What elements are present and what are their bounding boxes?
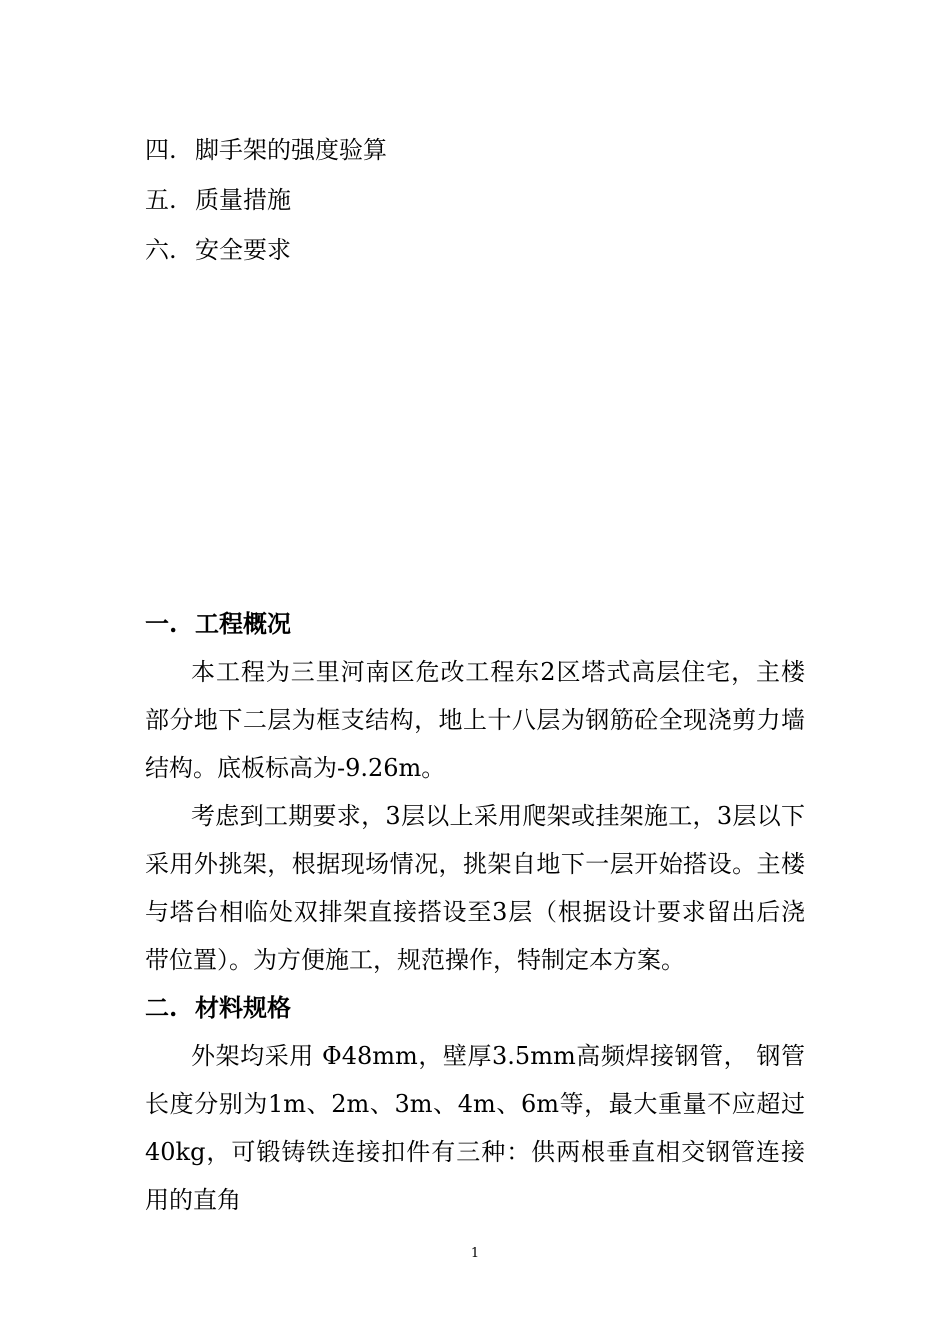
toc-item-label: 安全要求 [195,236,291,264]
section-title: 工程概况 [195,609,291,638]
body-paragraph: 外架均采用 Φ48mm，壁厚3.5mm高频焊接钢管， 钢管长度分别为1m、2m、3m、4m、6m等，最大重量不应超过40kg，可锻铸铁连接扣件有三种：供两根垂直相交钢管连接用的直角 [145,1042,805,1214]
toc-item-label: 质量措施 [195,186,291,214]
page-number: 1 [470,1246,480,1261]
toc-item-number: 四. [145,136,177,164]
body-paragraph: 考虑到工期要求，3层以上采用爬架或挂架施工，3层以下采用外挑架，根据现场情况，挑架自地下一层开始搭设。主楼与塔台相临处双排架直接搭设至3层（根据设计要求留出后浇带位置）。为方便施工，规范操作，特制定本方案。 [145,802,805,974]
section-number: 二. [145,993,178,1022]
toc-item-label: 脚手架的强度验算 [195,136,387,164]
toc-item-number: 六. [145,236,177,264]
section-heading [145,984,805,1032]
table-of-contents [145,130,387,280]
body-paragraph: 本工程为三里河南区危改工程东2区塔式高层住宅，主楼部分地下二层为框支结构，地上十八层为钢筋砼全现浇剪力墙结构。底板标高为-9.26m。 [145,658,805,782]
document-body [145,600,805,1224]
toc-item-number: 五. [145,186,177,214]
section-number: 一. [145,609,178,638]
toc-item [145,230,387,280]
toc-item [145,180,387,230]
section-heading [145,600,805,648]
section-title: 材料规格 [195,993,291,1022]
toc-item [145,130,387,180]
